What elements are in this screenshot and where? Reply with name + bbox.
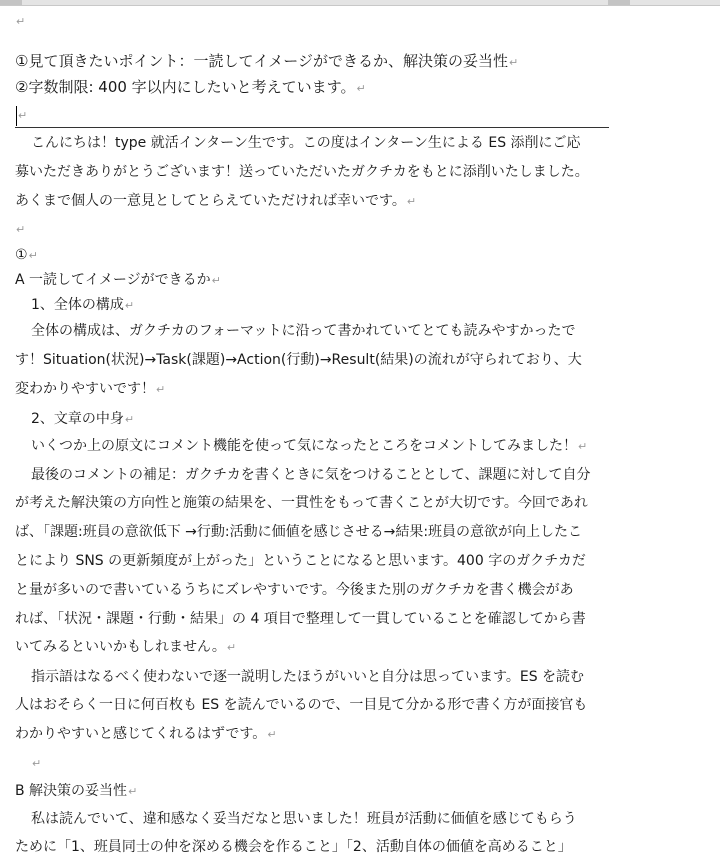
paragraph-mark: ↵: [406, 195, 417, 208]
subheading-2: 2、文章の中身↵: [31, 411, 135, 427]
para3-line: れば、「状況・課題・行動・結果」の 4 項目で整理して一貫していることを確認してから書: [15, 611, 586, 627]
para5-line: 私は読んでいて、違和感なく妥当だなと思いました！班員が活動に価値を感じてもらう: [31, 811, 577, 827]
para3-line: いてみるといいかもしれません。↵: [15, 639, 237, 655]
paragraph-mark: ↵: [32, 757, 42, 770]
para3-line: が考えた解決策の方向性と施策の結果を、一貫性をもって書くことが大切です。今回であれ: [15, 495, 588, 511]
section-marker: ①↵: [15, 247, 38, 263]
para3-line: とにより SNS の更新頻度が上がった」ということになると思います。400 字のガクチカだ: [15, 553, 586, 569]
para3-line: 最後のコメントの補足：ガクチカを書くときに気をつけることとして、課題に対して自分: [31, 467, 591, 483]
point-line: [15, 52, 518, 70]
para4-line: 人はおそらく一日に何百枚も ES を読んでいるので、一目見て分かる形で書く方が面接官も: [15, 697, 588, 713]
paragraph-mark: ↵: [267, 728, 277, 741]
paragraph-mark: ↵: [124, 413, 135, 426]
para2-line: いくつか上の原文にコメント機能を使って気になったところをコメントしてみました！↵: [31, 438, 588, 454]
para3-line: ば、「課題:班員の意欲低下 →行動:活動に価値を感じさせる→結果:班員の意欲が向上したこ: [15, 524, 583, 540]
heading-b: B 解決策の妥当性↵: [15, 783, 138, 799]
paragraph-mark: ↵: [16, 15, 26, 28]
para1-line: す！Situation(状況)→Task(課題)→Action(行動)→Result(結果)の流れが守られており、大: [15, 352, 582, 368]
para1-line: 変わかりやすいです！↵: [15, 381, 166, 397]
horizontal-rule: [15, 127, 609, 128]
empty-paragraph: [31, 754, 41, 772]
paragraph-mark: ↵: [509, 56, 519, 69]
paragraph-mark: ↵: [124, 299, 135, 312]
ruler-mark-left: [0, 0, 22, 5]
intro-line: こんにちは！type 就活インターン生です。この度はインターン生による ES 添削にご応: [31, 135, 581, 151]
heading-a: A 一読してイメージができるか↵: [15, 272, 221, 288]
paragraph-mark: ↵: [226, 641, 237, 654]
ruler-mark-right: [608, 0, 630, 5]
paragraph-mark: ↵: [16, 223, 26, 236]
paragraph-mark: ↵: [211, 274, 221, 287]
para3-line: と量が多いので書いているうちにズレやすいです。今後また別のガクチカを書く機会があ: [15, 582, 574, 598]
subheading-1: 1、全体の構成↵: [31, 297, 135, 313]
para1-line: 全体の構成は、ガクチカのフォーマットに沿って書かれていてとても読みやすかったで: [31, 323, 576, 339]
empty-paragraph: [17, 106, 27, 124]
point-text: ①見て頂きたいポイント：一読してイメージができるか、解決策の妥当性: [15, 52, 509, 70]
para5-line: ために「1、班員同士の仲を深める機会を作ること」「2、活動自体の価値を高めること」: [15, 839, 572, 855]
paragraph-mark: ↵: [356, 82, 366, 95]
paragraph-mark: ↵: [128, 785, 138, 798]
paragraph-mark: ↵: [578, 440, 588, 453]
limit-line: [15, 78, 366, 96]
document-page[interactable]: [0, 6, 720, 864]
para4-line: わかりやすいと感じてくれるはずです。↵: [15, 726, 277, 742]
paragraph-mark: ↵: [18, 109, 28, 122]
intro-line: 募いただきありがとうございます！送っていただいたガクチカをもとに添削いたしました。: [15, 164, 589, 180]
empty-paragraph: [15, 12, 25, 30]
paragraph-mark: ↵: [28, 249, 38, 262]
para4-line: 指示語はなるべく使わないで逐一説明したほうがいいと自分は思っています。ES を読む: [31, 669, 585, 685]
empty-paragraph: [15, 220, 25, 238]
paragraph-mark: ↵: [156, 383, 166, 396]
intro-line: あくまで個人の一意見としてとらえていただければ幸いです。↵: [15, 193, 417, 209]
limit-text: ②字数制限: 400 字以内にしたいと考えています。: [15, 78, 356, 96]
